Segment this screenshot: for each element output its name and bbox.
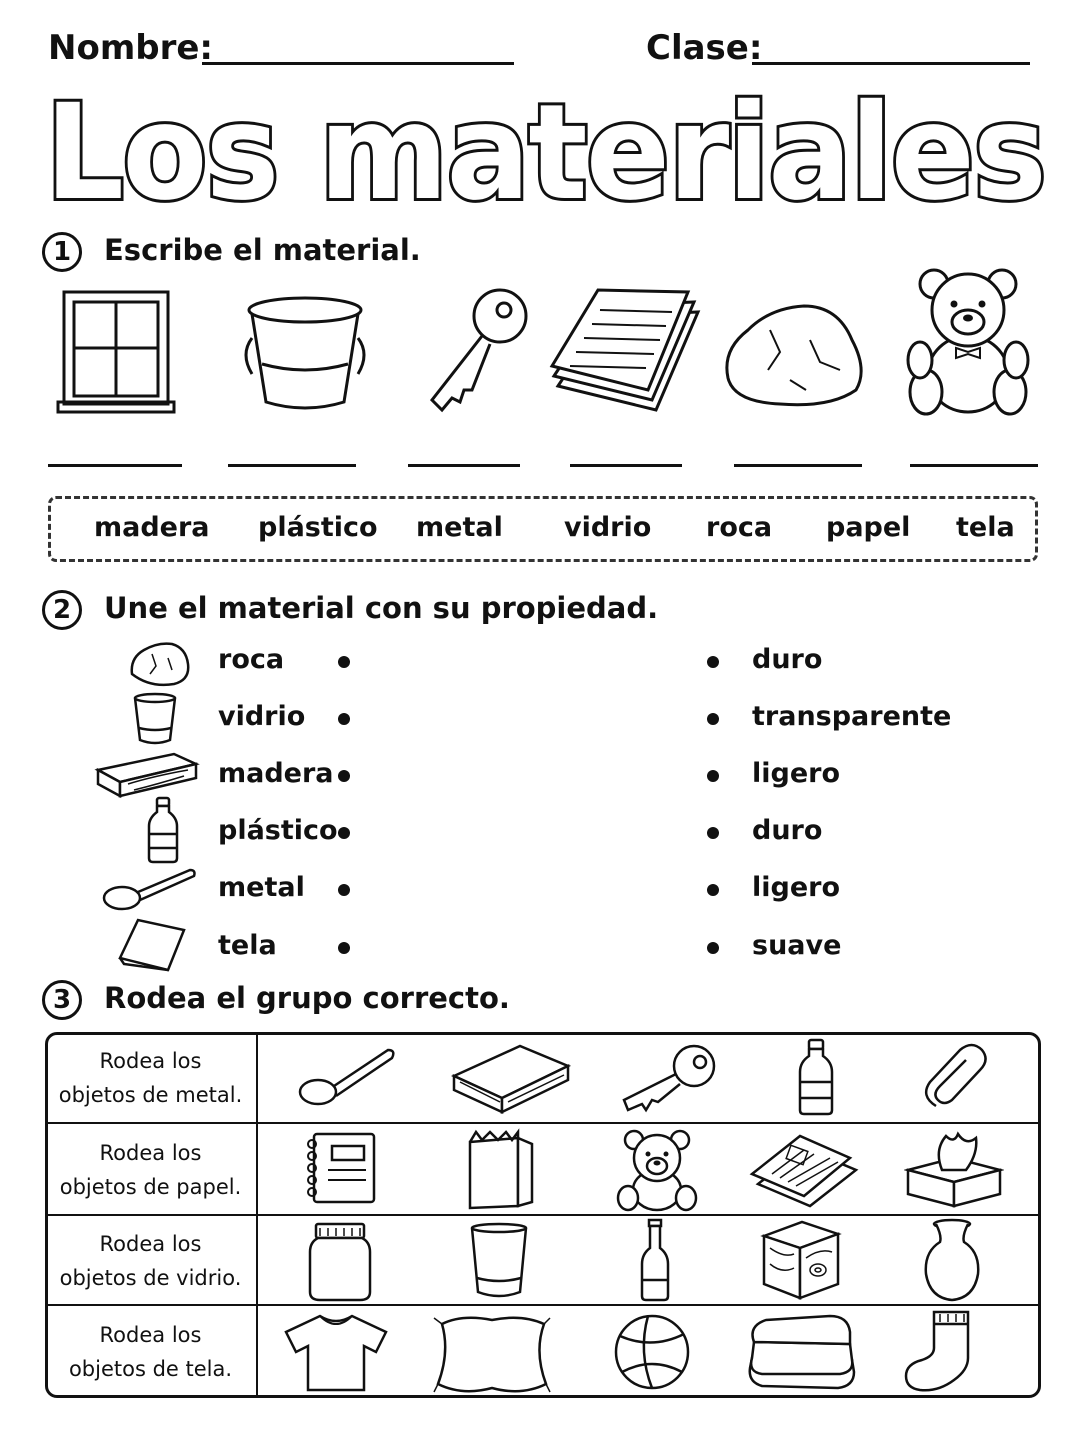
match-material-label: vidrio [218, 701, 306, 732]
match-dot-left[interactable] [338, 884, 350, 896]
class-label: Clase: [646, 28, 763, 68]
rock-icon [128, 640, 192, 688]
section-3-number: 3 [42, 980, 82, 1020]
match-material-label: madera [218, 758, 334, 789]
teddy-bear-icon[interactable] [616, 1128, 698, 1212]
answer-line-6[interactable] [910, 464, 1038, 467]
section-1-number: 1 [42, 232, 82, 272]
paper-bag-icon[interactable] [462, 1128, 536, 1210]
bucket-icon [244, 294, 366, 414]
key-icon[interactable] [620, 1044, 720, 1114]
name-input-line[interactable] [202, 62, 514, 65]
section-1-title: Escribe el material. [104, 233, 421, 267]
spoon-icon [100, 864, 198, 914]
match-dot-right[interactable] [707, 884, 719, 896]
section-2-title: Une el material con su propiedad. [104, 591, 659, 625]
match-property-label: suave [752, 930, 842, 961]
newspaper-icon[interactable] [748, 1128, 860, 1208]
answer-line-5[interactable] [734, 464, 862, 467]
vase-icon[interactable] [922, 1218, 982, 1302]
wood-block-icon[interactable] [760, 1218, 842, 1302]
word-bank-item: tela [956, 512, 1015, 543]
match-dot-left[interactable] [338, 827, 350, 839]
jar-icon[interactable] [306, 1220, 374, 1302]
page-title [40, 80, 1050, 220]
pillow-icon[interactable] [432, 1310, 552, 1396]
table-divider [45, 1214, 1041, 1216]
word-bank-item: roca [706, 512, 773, 543]
teddy-bear-icon [906, 264, 1030, 420]
spoon-icon[interactable] [296, 1044, 398, 1110]
word-bank-item: metal [416, 512, 503, 543]
word-bank-item: vidrio [564, 512, 652, 543]
papers-icon [548, 286, 704, 414]
bottle-icon[interactable] [796, 1038, 836, 1116]
page-title-text: Los materiales [45, 80, 1045, 220]
match-material-label: plástico [218, 815, 338, 846]
section-3-title: Rodea el grupo correcto. [104, 981, 510, 1015]
glass-bottle-icon[interactable] [638, 1218, 672, 1302]
section-2-number: 2 [42, 590, 82, 630]
wood-plank-icon [94, 750, 200, 800]
match-dot-right[interactable] [707, 827, 719, 839]
row-label-line-2: objetos de papel. [59, 1175, 242, 1199]
match-material-label: tela [218, 930, 277, 961]
glass-icon[interactable] [468, 1222, 530, 1300]
match-dot-left[interactable] [338, 770, 350, 782]
row-label-line-2: objetos de tela. [68, 1357, 233, 1381]
table-row-label [48, 1318, 253, 1386]
match-dot-left[interactable] [338, 713, 350, 725]
match-dot-left[interactable] [338, 656, 350, 668]
table-row-label [48, 1136, 253, 1204]
table-column-divider [256, 1032, 258, 1398]
match-dot-right[interactable] [707, 713, 719, 725]
book-icon[interactable] [450, 1042, 572, 1114]
word-bank-item: madera [94, 512, 210, 543]
cloth-icon [116, 916, 188, 972]
word-bank-item: papel [826, 512, 911, 543]
match-property-label: ligero [752, 872, 841, 903]
towel-icon[interactable] [744, 1312, 860, 1392]
match-property-label: transparente [752, 701, 952, 732]
match-dot-right[interactable] [707, 656, 719, 668]
table-row-label [48, 1044, 253, 1112]
row-label-line-1: Rodea los [99, 1141, 202, 1165]
answer-line-3[interactable] [408, 464, 520, 467]
match-property-label: ligero [752, 758, 841, 789]
match-dot-right[interactable] [707, 770, 719, 782]
match-material-label: roca [218, 644, 285, 675]
table-divider [45, 1304, 1041, 1306]
plastic-bottle-icon [146, 796, 180, 864]
paperclip-icon[interactable] [916, 1040, 990, 1114]
glass-icon [132, 692, 178, 746]
match-dot-right[interactable] [707, 942, 719, 954]
row-label-line-1: Rodea los [99, 1323, 202, 1347]
ball-icon[interactable] [612, 1310, 692, 1394]
window-icon [56, 290, 178, 416]
row-label-line-2: objetos de metal. [58, 1083, 243, 1107]
match-property-label: duro [752, 815, 823, 846]
table-divider [45, 1122, 1041, 1124]
answer-line-2[interactable] [228, 464, 356, 467]
table-row-label [48, 1227, 253, 1295]
match-dot-left[interactable] [338, 942, 350, 954]
answer-line-4[interactable] [570, 464, 682, 467]
answer-line-1[interactable] [48, 464, 182, 467]
notebook-icon[interactable] [302, 1130, 378, 1206]
word-bank-item: plástico [258, 512, 378, 543]
row-label-line-1: Rodea los [99, 1232, 202, 1256]
row-label-line-1: Rodea los [99, 1049, 202, 1073]
match-property-label: duro [752, 644, 823, 675]
tshirt-icon[interactable] [282, 1312, 390, 1394]
class-input-line[interactable] [752, 62, 1030, 65]
sock-icon[interactable] [902, 1308, 978, 1394]
key-icon [420, 286, 532, 416]
match-material-label: metal [218, 872, 305, 903]
tissue-box-icon[interactable] [904, 1130, 1004, 1208]
row-label-line-2: objetos de vidrio. [59, 1266, 242, 1290]
rock-icon [720, 300, 868, 410]
name-label: Nombre: [48, 28, 214, 68]
